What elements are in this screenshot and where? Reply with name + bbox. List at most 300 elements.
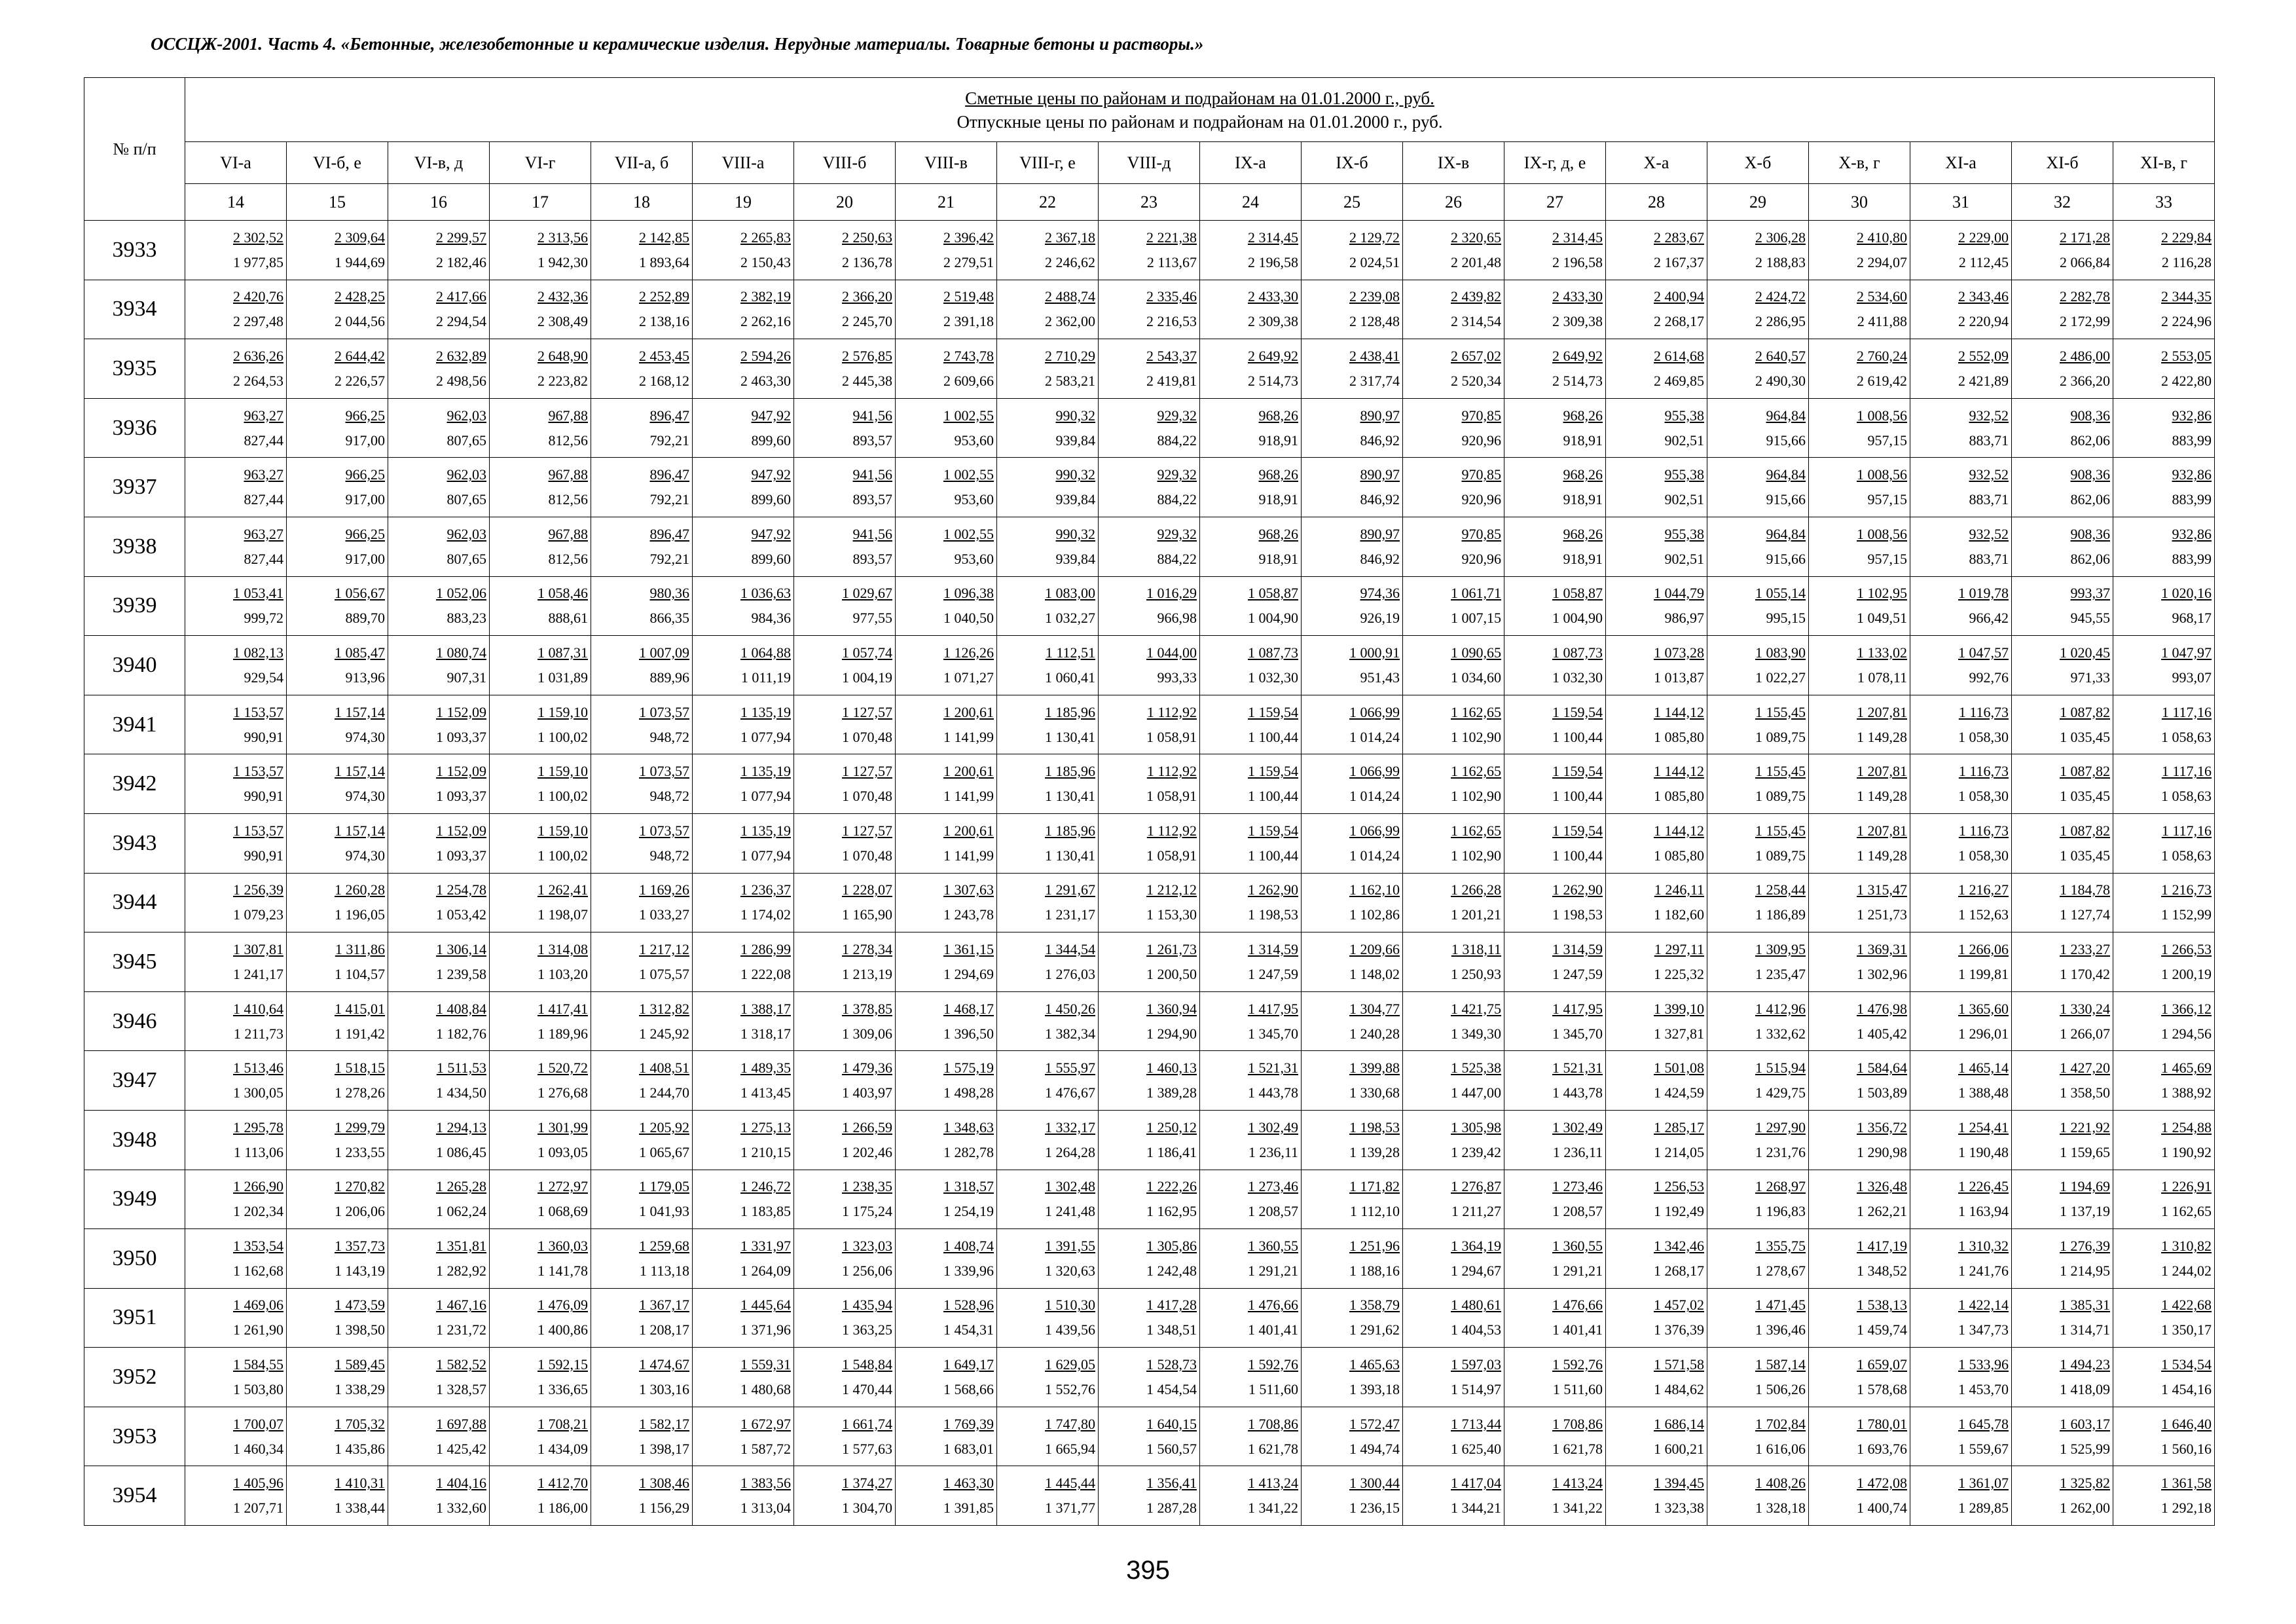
smeta-price: 1 476,66: [1552, 1297, 1603, 1314]
price-cell: [490, 1288, 591, 1348]
smeta-price: 1 155,45: [1755, 703, 1806, 720]
table-row: [84, 991, 2215, 1051]
table-row: [84, 576, 2215, 636]
smeta-price: 990,32: [1055, 466, 1095, 483]
smeta-price: 2 239,08: [1349, 288, 1400, 305]
otpusk-price: 2 172,99: [2060, 313, 2110, 330]
smeta-price: 2 252,89: [639, 288, 689, 305]
smeta-price: 1 318,57: [943, 1178, 994, 1195]
price-cell: [1403, 813, 1504, 873]
smeta-price: 1 465,14: [1958, 1060, 2009, 1077]
otpusk-price: 1 058,63: [2161, 788, 2212, 805]
price-cell: [2012, 517, 2113, 576]
otpusk-price: 1 683,01: [943, 1440, 994, 1457]
smeta-price: 1 408,84: [436, 1000, 486, 1017]
price-cell: [1606, 339, 1707, 399]
smeta-price: 1 216,73: [2161, 881, 2212, 898]
price-cell: [185, 695, 287, 754]
price-cell: [185, 1288, 287, 1348]
otpusk-price: 1 247,59: [1552, 965, 1603, 982]
price-cell: [1504, 873, 1606, 932]
price-cell: [896, 1407, 997, 1466]
smeta-price: 2 410,80: [1857, 229, 1907, 246]
otpusk-price: 807,65: [446, 550, 486, 567]
price-cell: [1606, 517, 1707, 576]
smeta-price: 896,47: [649, 466, 689, 483]
otpusk-price: 1 291,21: [1552, 1262, 1603, 1279]
price-cell: [490, 398, 591, 458]
smeta-price: 2 519,48: [943, 288, 994, 305]
otpusk-price: 1 294,67: [1451, 1262, 1501, 1279]
price-cell: [1099, 458, 1200, 517]
otpusk-price: 2 116,28: [2161, 253, 2212, 270]
otpusk-price: 2 619,42: [1857, 372, 1907, 389]
smeta-price: 1 073,57: [639, 822, 689, 839]
price-cell: [1302, 517, 1403, 576]
price-cell: [997, 1348, 1099, 1407]
otpusk-price: 1 200,19: [2161, 965, 2212, 982]
otpusk-price: 939,84: [1055, 550, 1095, 567]
otpusk-price: 1 004,19: [842, 669, 892, 686]
price-cell: [490, 280, 591, 339]
smeta-price: 1 198,53: [1349, 1118, 1400, 1135]
price-cell: [490, 991, 591, 1051]
otpusk-price: 1 276,68: [538, 1084, 588, 1101]
smeta-price: 1 555,97: [1045, 1060, 1095, 1077]
price-cell: [287, 398, 388, 458]
smeta-price: 968,26: [1563, 466, 1603, 483]
otpusk-price: 1 977,85: [233, 253, 283, 270]
otpusk-price: 1 058,91: [1146, 788, 1197, 805]
smeta-price: 1 256,39: [233, 881, 283, 898]
price-cell: [1809, 1407, 1910, 1466]
price-cell: [1403, 636, 1504, 695]
price-cell: [388, 1229, 490, 1289]
smeta-price: 1 169,26: [639, 881, 689, 898]
otpusk-price: 1 400,74: [1857, 1500, 1907, 1517]
smeta-price: 2 453,45: [639, 347, 689, 364]
otpusk-price: 918,91: [1563, 432, 1603, 449]
otpusk-price: 926,19: [1360, 610, 1400, 627]
price-cell: [185, 1110, 287, 1170]
column-number: 14: [185, 184, 287, 221]
smeta-price: 1 297,11: [1654, 940, 1704, 957]
price-cell: [287, 873, 388, 932]
otpusk-price: 1 034,60: [1451, 669, 1501, 686]
smeta-price: 1 521,31: [1248, 1060, 1298, 1077]
smeta-price: 1 408,26: [1755, 1475, 1806, 1492]
price-cell: [185, 932, 287, 992]
price-cell: [1200, 636, 1302, 695]
price-cell: [693, 1110, 794, 1170]
price-cell: [1302, 1051, 1403, 1111]
otpusk-price: 1 621,78: [1552, 1440, 1603, 1457]
smeta-price: 955,38: [1664, 525, 1704, 542]
price-cell: [2012, 576, 2113, 636]
smeta-price: 1 047,97: [2161, 644, 2212, 661]
otpusk-price: 915,66: [1766, 491, 1806, 508]
price-cell: [997, 813, 1099, 873]
price-cell: [591, 398, 693, 458]
otpusk-price: 986,97: [1664, 610, 1704, 627]
row-number: 3948: [84, 1110, 185, 1170]
row-number: 3937: [84, 458, 185, 517]
smeta-price: 1 144,12: [1654, 703, 1704, 720]
otpusk-price: 1 191,42: [335, 1025, 385, 1042]
otpusk-price: 2 168,12: [639, 372, 689, 389]
price-cell: [1707, 1170, 1809, 1229]
otpusk-price: 827,44: [244, 432, 283, 449]
smeta-price: 1 127,57: [842, 822, 892, 839]
regions-header-row: [84, 142, 2215, 184]
smeta-price: 966,25: [345, 466, 385, 483]
row-number: 3949: [84, 1170, 185, 1229]
otpusk-price: 990,91: [244, 847, 283, 864]
smeta-price: 1 515,94: [1755, 1060, 1806, 1077]
smeta-price: 1 360,03: [538, 1237, 588, 1254]
otpusk-price: 902,51: [1664, 432, 1704, 449]
otpusk-price: 899,60: [751, 491, 791, 508]
price-cell: [490, 1348, 591, 1407]
otpusk-price: 918,91: [1258, 432, 1298, 449]
price-cell: [591, 695, 693, 754]
price-cell: [1910, 1407, 2012, 1466]
otpusk-price: 1 208,17: [639, 1321, 689, 1338]
smeta-price: 1 769,39: [943, 1415, 994, 1432]
smeta-price: 968,26: [1563, 407, 1603, 424]
smeta-price: 908,36: [2070, 525, 2110, 542]
otpusk-price: 1 560,16: [2161, 1440, 2212, 1457]
otpusk-price: 1 208,57: [1552, 1203, 1603, 1220]
smeta-price: 1 073,28: [1654, 644, 1704, 661]
smeta-price: 1 705,32: [335, 1415, 385, 1432]
smeta-price: 2 314,45: [1552, 229, 1603, 246]
otpusk-price: 792,21: [649, 550, 689, 567]
otpusk-price: 1 093,37: [436, 788, 486, 805]
region-header: VIII-в: [896, 142, 997, 184]
column-numbers-row: [84, 184, 2215, 221]
smeta-price: 1 266,53: [2161, 940, 2212, 957]
smeta-price: 1 592,76: [1552, 1356, 1603, 1373]
smeta-price: 1 044,79: [1654, 585, 1704, 602]
smeta-price: 1 266,28: [1451, 881, 1501, 898]
otpusk-price: 884,22: [1157, 432, 1197, 449]
price-cell: [287, 1170, 388, 1229]
otpusk-price: 1 075,57: [639, 965, 689, 982]
price-cell: [287, 695, 388, 754]
price-cell: [896, 932, 997, 992]
price-cell: [388, 576, 490, 636]
smeta-price: 1 222,26: [1146, 1178, 1197, 1195]
price-cell: [1809, 1466, 1910, 1526]
price-cell: [185, 754, 287, 814]
num-column-header: № п/п: [84, 78, 185, 221]
smeta-price: 2 649,92: [1248, 347, 1298, 364]
price-cell: [2113, 339, 2215, 399]
otpusk-price: 1 264,28: [1045, 1143, 1095, 1160]
otpusk-price: 893,57: [852, 491, 892, 508]
smeta-price: 1 216,27: [1958, 881, 2009, 898]
smeta-price: 1 087,73: [1552, 644, 1603, 661]
otpusk-price: 846,92: [1360, 491, 1400, 508]
price-cell: [2012, 221, 2113, 280]
price-cell: [2012, 1229, 2113, 1289]
otpusk-price: 2 514,73: [1552, 372, 1603, 389]
price-cell: [1809, 458, 1910, 517]
otpusk-price: 1 290,98: [1857, 1143, 1907, 1160]
smeta-price: 2 221,38: [1146, 229, 1197, 246]
smeta-price: 1 404,16: [436, 1475, 486, 1492]
price-cell: [1707, 932, 1809, 992]
smeta-price: 1 410,64: [233, 1000, 283, 1017]
smeta-price: 2 313,56: [538, 229, 588, 246]
otpusk-price: 1 328,18: [1755, 1500, 1806, 1517]
price-cell: [1809, 1110, 1910, 1170]
price-cell: [388, 1348, 490, 1407]
otpusk-price: 2 024,51: [1349, 253, 1400, 270]
otpusk-price: 1 424,59: [1654, 1084, 1704, 1101]
otpusk-price: 1 503,80: [233, 1381, 283, 1398]
smeta-price: 970,85: [1461, 525, 1501, 542]
price-cell: [388, 636, 490, 695]
column-number: 30: [1809, 184, 1910, 221]
smeta-price: 1 057,74: [842, 644, 892, 661]
smeta-price: 1 002,55: [943, 466, 994, 483]
smeta-price: 1 422,68: [2161, 1297, 2212, 1314]
region-header: XI-б: [2012, 142, 2113, 184]
smeta-price: 967,88: [548, 407, 588, 424]
smeta-price: 1 209,66: [1349, 940, 1400, 957]
price-cell: [1809, 636, 1910, 695]
price-cell: [1099, 636, 1200, 695]
otpusk-price: 1 511,60: [1552, 1381, 1603, 1398]
otpusk-price: 1 303,16: [639, 1381, 689, 1398]
price-cell: [185, 221, 287, 280]
smeta-price: 2 367,18: [1045, 229, 1095, 246]
otpusk-price: 2 201,48: [1451, 253, 1501, 270]
price-cell: [591, 339, 693, 399]
otpusk-price: 2 196,58: [1248, 253, 1298, 270]
otpusk-price: 1 058,30: [1958, 728, 2009, 745]
smeta-price: 929,32: [1157, 407, 1197, 424]
otpusk-price: 1 148,02: [1349, 965, 1400, 982]
otpusk-price: 1 113,06: [233, 1143, 283, 1160]
otpusk-price: 2 490,30: [1755, 372, 1806, 389]
row-number: 3942: [84, 754, 185, 814]
otpusk-price: 1 093,37: [436, 728, 486, 745]
price-cell: [1707, 1348, 1809, 1407]
otpusk-price: 1 243,78: [943, 906, 994, 923]
smeta-price: 1 162,65: [1451, 763, 1501, 780]
otpusk-price: 899,60: [751, 432, 791, 449]
smeta-price: 1 417,19: [1857, 1237, 1907, 1254]
smeta-price: 1 427,20: [2060, 1060, 2110, 1077]
smeta-price: 1 112,92: [1146, 822, 1197, 839]
otpusk-price: 1 152,63: [1958, 906, 2009, 923]
smeta-price: 2 576,85: [842, 347, 892, 364]
smeta-price: 1 157,14: [335, 703, 385, 720]
price-cell: [997, 695, 1099, 754]
smeta-price: 1 272,97: [538, 1178, 588, 1195]
price-cell: [2113, 280, 2215, 339]
table-row: [84, 754, 2215, 814]
otpusk-price: 1 587,72: [740, 1440, 791, 1457]
otpusk-price: 889,70: [345, 610, 385, 627]
price-cell: [185, 636, 287, 695]
smeta-price: 2 229,84: [2161, 229, 2212, 246]
smeta-price: 1 314,08: [538, 940, 588, 957]
price-cell: [896, 636, 997, 695]
otpusk-price: 1 476,67: [1045, 1084, 1095, 1101]
smeta-price: 2 438,41: [1349, 347, 1400, 364]
smeta-price: 1 297,90: [1755, 1118, 1806, 1135]
otpusk-price: 1 077,94: [740, 788, 791, 805]
otpusk-price: 1 625,40: [1451, 1440, 1501, 1457]
otpusk-price: 1 327,81: [1654, 1025, 1704, 1042]
smeta-price: 2 309,64: [335, 229, 385, 246]
price-cell: [287, 280, 388, 339]
otpusk-price: 1 183,85: [740, 1203, 791, 1220]
smeta-price: 990,32: [1055, 525, 1095, 542]
smeta-price: 1 412,70: [538, 1475, 588, 1492]
smeta-price: 1 019,78: [1958, 585, 2009, 602]
otpusk-price: 883,23: [446, 610, 486, 627]
smeta-price: 1 700,07: [233, 1415, 283, 1432]
price-cell: [1302, 458, 1403, 517]
smeta-price: 1 153,57: [233, 822, 283, 839]
smeta-price: 1 058,87: [1552, 585, 1603, 602]
price-cell: [896, 1170, 997, 1229]
otpusk-price: 1 035,45: [2060, 728, 2110, 745]
price-cell: [1302, 1170, 1403, 1229]
otpusk-price: 1 210,15: [740, 1143, 791, 1160]
smeta-price: 2 632,89: [436, 347, 486, 364]
otpusk-price: 2 520,34: [1451, 372, 1501, 389]
smeta-price: 1 066,99: [1349, 703, 1400, 720]
smeta-price: 1 672,97: [740, 1415, 791, 1432]
price-cell: [2012, 695, 2113, 754]
smeta-price: 1 534,54: [2161, 1356, 2212, 1373]
price-cell: [1099, 576, 1200, 636]
otpusk-price: 1 100,44: [1248, 847, 1298, 864]
otpusk-price: 1 400,86: [538, 1321, 588, 1338]
price-cell: [794, 636, 896, 695]
smeta-price: 1 520,72: [538, 1060, 588, 1077]
smeta-price: 2 229,00: [1958, 229, 2009, 246]
price-cell: [997, 873, 1099, 932]
column-number: 16: [388, 184, 490, 221]
otpusk-price: 1 371,96: [740, 1321, 791, 1338]
price-cell: [2113, 873, 2215, 932]
smeta-price: 1 592,15: [538, 1356, 588, 1373]
column-number: 31: [1910, 184, 2012, 221]
otpusk-price: 1 102,86: [1349, 906, 1400, 923]
otpusk-price: 1 241,48: [1045, 1203, 1095, 1220]
otpusk-price: 917,00: [345, 432, 385, 449]
price-cell: [2012, 1051, 2113, 1111]
otpusk-price: 1 278,26: [335, 1084, 385, 1101]
price-cell: [2012, 932, 2113, 992]
column-number: 20: [794, 184, 896, 221]
otpusk-price: 915,66: [1766, 550, 1806, 567]
table-row: [84, 695, 2215, 754]
otpusk-price: 1 318,17: [740, 1025, 791, 1042]
otpusk-price: 993,07: [2172, 669, 2212, 686]
smeta-price: 1 473,59: [335, 1297, 385, 1314]
otpusk-price: 1 085,80: [1654, 728, 1704, 745]
smeta-price: 1 780,01: [1857, 1415, 1907, 1432]
price-cell: [1707, 280, 1809, 339]
price-cell: [388, 398, 490, 458]
price-cell: [388, 695, 490, 754]
table-row: [84, 932, 2215, 992]
smeta-price: 1 417,41: [538, 1000, 588, 1017]
price-cell: [1910, 754, 2012, 814]
price-cell: [1809, 932, 1910, 992]
otpusk-price: 1 330,68: [1349, 1084, 1400, 1101]
otpusk-price: 1 332,62: [1755, 1025, 1806, 1042]
price-cell: [1403, 1229, 1504, 1289]
price-cell: [794, 339, 896, 399]
smeta-price: 1 295,78: [233, 1118, 283, 1135]
price-cell: [1302, 221, 1403, 280]
otpusk-price: 1 058,30: [1958, 847, 2009, 864]
smeta-price: 908,36: [2070, 407, 2110, 424]
otpusk-price: 846,92: [1360, 550, 1400, 567]
smeta-price: 974,36: [1360, 585, 1400, 602]
smeta-price: 929,32: [1157, 466, 1197, 483]
smeta-price: 1 597,03: [1451, 1356, 1501, 1373]
otpusk-price: 1 100,02: [538, 847, 588, 864]
otpusk-price: 1 013,87: [1654, 669, 1704, 686]
otpusk-price: 1 460,34: [233, 1440, 283, 1457]
smeta-price: 1 270,82: [335, 1178, 385, 1195]
smeta-price: 1 378,85: [842, 1000, 892, 1017]
price-cell: [896, 1466, 997, 1526]
otpusk-price: 968,17: [2172, 610, 2212, 627]
smeta-price: 1 548,84: [842, 1356, 892, 1373]
smeta-price: 1 087,73: [1248, 644, 1298, 661]
price-cell: [287, 1051, 388, 1111]
price-cell: [1403, 339, 1504, 399]
smeta-price: 1 200,61: [943, 703, 994, 720]
smeta-price: 2 400,94: [1654, 288, 1704, 305]
price-cell: [1809, 339, 1910, 399]
smeta-price: 1 155,45: [1755, 822, 1806, 839]
smeta-price: 1 304,77: [1349, 1000, 1400, 1017]
smeta-price: 2 299,57: [436, 229, 486, 246]
smeta-price: 2 648,90: [538, 347, 588, 364]
smeta-price: 1 116,73: [1958, 822, 2009, 839]
otpusk-price: 1 266,07: [2060, 1025, 2110, 1042]
price-cell: [1504, 991, 1606, 1051]
price-cell: [1707, 1110, 1809, 1170]
otpusk-price: 1 242,48: [1146, 1262, 1197, 1279]
price-cell: [1809, 517, 1910, 576]
smeta-price: 1 408,51: [639, 1060, 689, 1077]
price-cell: [1910, 1229, 2012, 1289]
otpusk-price: 1 058,91: [1146, 728, 1197, 745]
otpusk-price: 1 165,90: [842, 906, 892, 923]
otpusk-price: 918,91: [1563, 550, 1603, 567]
otpusk-price: 792,21: [649, 432, 689, 449]
otpusk-price: 1 453,70: [1958, 1381, 2009, 1398]
price-cell: [1606, 695, 1707, 754]
price-cell: [2113, 813, 2215, 873]
otpusk-price: 1 141,99: [943, 788, 994, 805]
smeta-price: 1 266,90: [233, 1178, 283, 1195]
otpusk-price: 1 291,62: [1349, 1321, 1400, 1338]
